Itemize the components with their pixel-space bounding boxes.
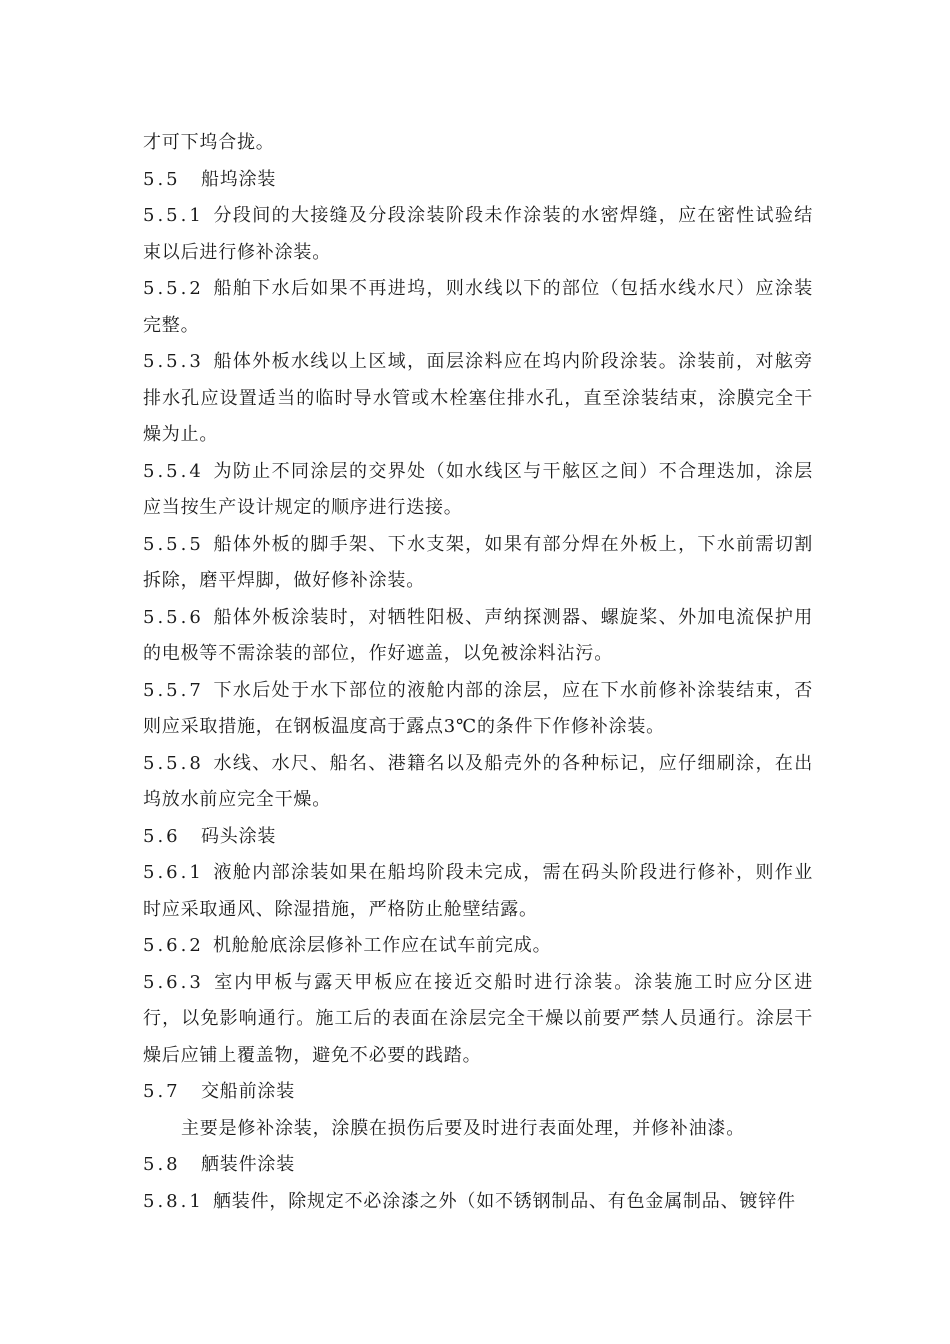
section-heading-5-7 <box>143 1074 813 1111</box>
section-heading-5-5 <box>143 162 813 199</box>
clause-text: 液舱内部涂装如果在船坞阶段未完成，需在码头阶段进行修补，则作业时应采取通风、除湿措施，严格防止舱壁结露。 <box>143 862 813 920</box>
clause-5-5-3 <box>143 344 813 454</box>
clause-5-5-4 <box>143 454 813 527</box>
clause-text: 船体外板的脚手架、下水支架，如果有部分焊在外板上，下水前需切割拆除，磨平焊脚，做好修补涂装。 <box>143 533 813 591</box>
clause-number: 5.5.2 <box>143 278 204 299</box>
clause-text: 船舶下水后如果不再进坞，则水线以下的部位（包括水线水尺）应涂装完整。 <box>143 278 813 336</box>
clause-text: 舾装件，除规定不必涂漆之外（如不锈钢制品、有色金属制品、镀锌件 <box>213 1190 796 1212</box>
clause-number: 5.5.3 <box>143 351 204 372</box>
section-heading-5-8 <box>143 1147 813 1184</box>
section-number: 5.7 <box>143 1081 181 1102</box>
paragraph-text: 才可下坞合拢。 <box>143 132 275 153</box>
section-title: 交船前涂装 <box>201 1081 295 1102</box>
section-title: 舾装件涂装 <box>201 1154 295 1175</box>
paragraph-indented <box>143 1111 813 1148</box>
document-body <box>143 125 813 1220</box>
clause-text: 室内甲板与露天甲板应在接近交船时进行涂装。涂装施工时应分区进行，以免影响通行。施工后的表面在涂层完全干燥以前要严禁人员通行。涂层干燥后应铺上覆盖物，避免不必要的践踏。 <box>143 971 813 1066</box>
clause-number: 5.5.5 <box>143 533 204 555</box>
clause-number: 5.5.7 <box>143 679 204 701</box>
paragraph <box>143 125 813 162</box>
clause-text: 船体外板涂装时，对牺牲阳极、声纳探测器、螺旋桨、外加电流保护用的电极等不需涂装的部位，作好遮盖，以免被涂料沾污。 <box>143 606 813 664</box>
clause-number: 5.6.2 <box>143 935 204 956</box>
clause-5-5-1 <box>143 198 813 271</box>
section-title: 码头涂装 <box>201 825 277 847</box>
clause-number: 5.5.8 <box>143 752 204 774</box>
clause-number: 5.5.6 <box>143 606 204 628</box>
clause-text: 分段间的大接缝及分段涂装阶段未作涂装的水密焊缝，应在密性试验结束以后进行修补涂装。 <box>143 205 813 263</box>
clause-text: 为防止不同涂层的交界处（如水线区与干舷区之间）不合理迭加，涂层应当按生产设计规定的顺序进行迭接。 <box>143 460 813 518</box>
clause-text: 船体外板水线以上区域，面层涂料应在坞内阶段涂装。涂装前，对舷旁排水孔应设置适当的临时导水管或木栓塞住排水孔，直至涂装结束，涂膜完全干燥为止。 <box>143 351 813 445</box>
clause-5-6-1 <box>143 855 813 928</box>
clause-5-5-2 <box>143 271 813 344</box>
clause-5-5-7 <box>143 673 813 746</box>
clause-text: 机舱舱底涂层修补工作应在试车前完成。 <box>213 935 552 956</box>
clause-5-5-5 <box>143 527 813 600</box>
section-number: 5.6 <box>143 825 181 847</box>
clause-number: 5.5.4 <box>143 460 204 482</box>
clause-5-6-3 <box>143 965 813 1075</box>
section-number: 5.5 <box>143 168 181 190</box>
clause-number: 5.8.1 <box>143 1190 204 1212</box>
clause-number: 5.5.1 <box>143 205 204 226</box>
clause-5-5-8 <box>143 746 813 819</box>
clause-number: 5.6.3 <box>143 971 204 993</box>
paragraph-text: 主要是修补涂装，涂膜在损伤后要及时进行表面处理，并修补油漆。 <box>181 1117 745 1139</box>
section-title: 船坞涂装 <box>201 168 277 190</box>
clause-5-5-6 <box>143 600 813 673</box>
clause-5-6-2 <box>143 928 813 965</box>
clause-text: 下水后处于水下部位的液舱内部的涂层，应在下水前修补涂装结束，否则应采取措施，在钢板温度高于露点3℃的条件下作修补涂装。 <box>143 679 813 737</box>
clause-5-8-1 <box>143 1184 813 1221</box>
section-number: 5.8 <box>143 1154 181 1175</box>
clause-text: 水线、水尺、船名、港籍名以及船壳外的各种标记，应仔细刷涂，在出坞放水前应完全干燥。 <box>143 752 813 810</box>
section-heading-5-6 <box>143 819 813 856</box>
clause-number: 5.6.1 <box>143 862 204 883</box>
